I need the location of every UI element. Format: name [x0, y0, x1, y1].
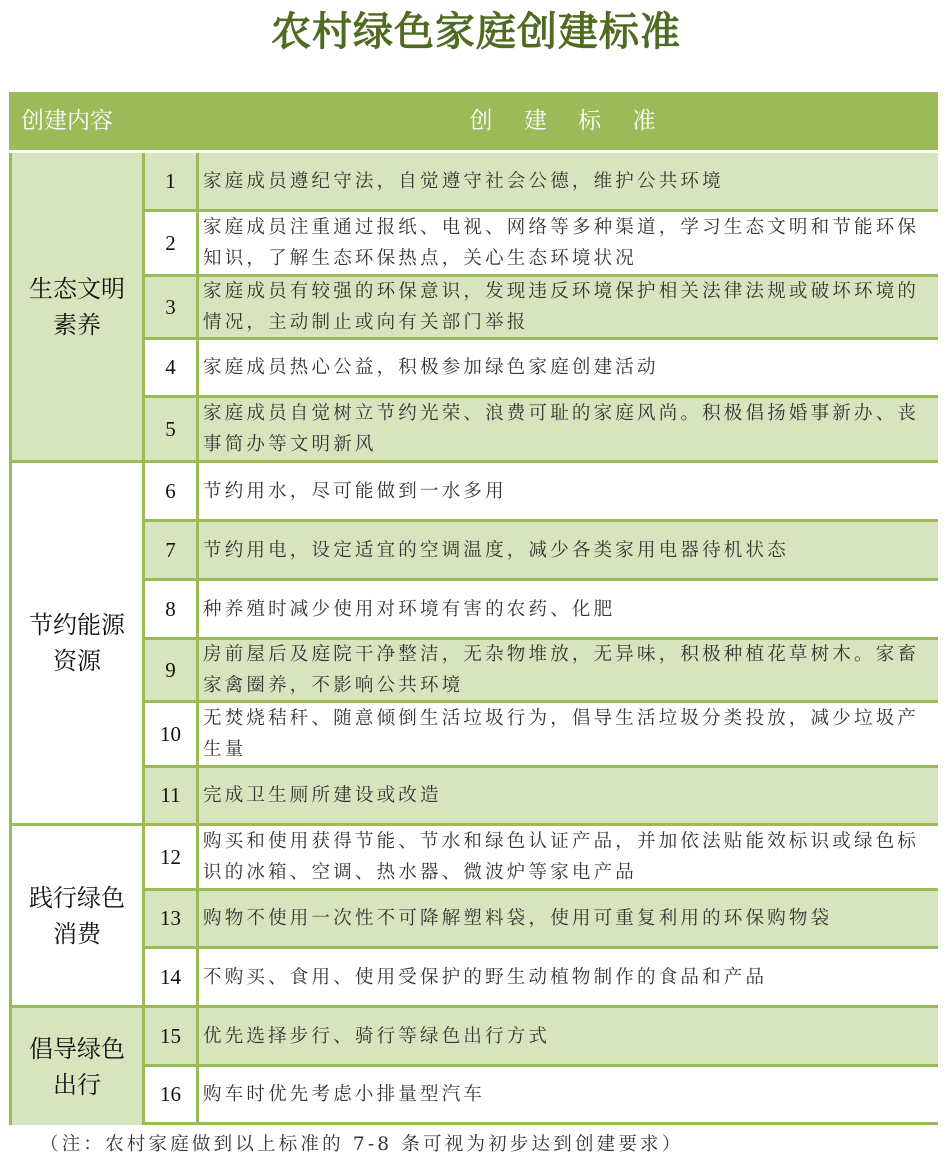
row-text: 家庭成员热心公益，积极参加绿色家庭创建活动 [203, 357, 659, 378]
table-row [145, 1067, 938, 1122]
header-standard: 创 建 标 准 [469, 108, 668, 134]
category-label-line1: 践行绿色 [29, 883, 125, 912]
row-number: 8 [145, 581, 199, 637]
row-text: 购车时优先考虑小排量型汽车 [203, 1084, 486, 1105]
table-row [145, 1008, 938, 1067]
table-row [145, 703, 938, 768]
footnote: （注：农村家庭做到以上标准的 7-8 条可视为初步达到创建要求） [40, 1134, 684, 1155]
category-label-line2: 资源 [53, 647, 101, 675]
category-green-travel [12, 1008, 145, 1125]
row-text: 不购买、食用、使用受保护的野生动植物制作的食品和产品 [203, 966, 768, 988]
page-title: 农村绿色家庭创建标准 [271, 8, 681, 55]
category-label-line1: 节约能源 [29, 611, 125, 639]
row-number: 5 [145, 398, 199, 460]
row-number: 10 [145, 703, 199, 765]
table-header [9, 92, 938, 150]
category-green-consumption [12, 826, 145, 1008]
category-label-line2: 素养 [53, 310, 101, 339]
table-row [145, 522, 938, 581]
header-category: 创建内容 [21, 108, 113, 134]
category-save-energy-resources [12, 463, 145, 826]
table-body [9, 153, 938, 1125]
row-text: 无焚烧秸秆、随意倾倒生活垃圾行为，倡导生活垃圾分类投放，减少垃圾产生量 [203, 708, 920, 760]
row-text: 优先选择步行、骑行等绿色出行方式 [203, 1025, 551, 1047]
row-text: 家庭成员有较强的环保意识，发现违反环境保护相关法律法规或破坏环境的情况，主动制止或向有关部门举报 [203, 281, 920, 333]
row-text: 节约用水，尽可能做到一水多用 [203, 480, 507, 502]
row-number: 15 [145, 1008, 199, 1064]
table-row [145, 153, 938, 212]
row-text: 家庭成员自觉树立节约光荣、浪费可耻的家庭风尚。积极倡扬婚事新办、丧事简办等文明新风 [203, 403, 920, 455]
row-number: 11 [145, 768, 199, 823]
row-number: 4 [145, 340, 199, 395]
row-text: 节约用电，设定适宜的空调温度，减少各类家用电器待机状态 [203, 539, 789, 561]
table-row [145, 212, 938, 277]
row-text: 房前屋后及庭院干净整洁，无杂物堆放，无异味，积极种植花草树木。家畜家禽圈养，不影响公共环境 [203, 644, 920, 696]
table-row [145, 277, 938, 340]
row-number: 9 [145, 640, 199, 700]
row-number: 13 [145, 891, 199, 946]
table-row [145, 640, 938, 703]
row-number: 2 [145, 212, 199, 274]
table-row [145, 891, 938, 949]
row-text: 完成卫生厕所建设或改造 [203, 785, 442, 806]
category-label-line1: 倡导绿色 [29, 1034, 125, 1063]
category-ecological-civilization [12, 153, 145, 463]
row-text: 购买和使用获得节能、节水和绿色认证产品，并加依法贴能效标识或绿色标识的冰箱、空调、热水器、微波炉等家电产品 [203, 831, 920, 883]
table-row [145, 581, 938, 640]
table-row [145, 340, 938, 398]
row-text: 购物不使用一次性不可降解塑料袋，使用可重复利用的环保购物袋 [203, 908, 833, 929]
table-row [145, 398, 938, 463]
row-text: 家庭成员遵纪守法，自觉遵守社会公德，维护公共环境 [203, 170, 724, 192]
row-text: 家庭成员注重通过报纸、电视、网络等多种渠道，学习生态文明和节能环保知识，了解生态环保热点，关心生态环境状况 [203, 217, 920, 269]
row-number: 12 [145, 826, 199, 888]
row-number: 16 [145, 1067, 199, 1122]
row-number: 14 [145, 949, 199, 1005]
row-number: 3 [145, 277, 199, 337]
table-row [145, 949, 938, 1008]
row-number: 7 [145, 522, 199, 578]
table-row [145, 826, 938, 891]
row-number: 1 [145, 153, 199, 209]
row-text: 种养殖时减少使用对环境有害的农药、化肥 [203, 598, 616, 620]
category-label-line1: 生态文明 [29, 274, 125, 303]
row-number: 6 [145, 463, 199, 519]
category-label-line2: 消费 [53, 919, 101, 948]
category-label-line2: 出行 [53, 1070, 101, 1099]
table-row [145, 768, 938, 826]
table-row [145, 463, 938, 522]
